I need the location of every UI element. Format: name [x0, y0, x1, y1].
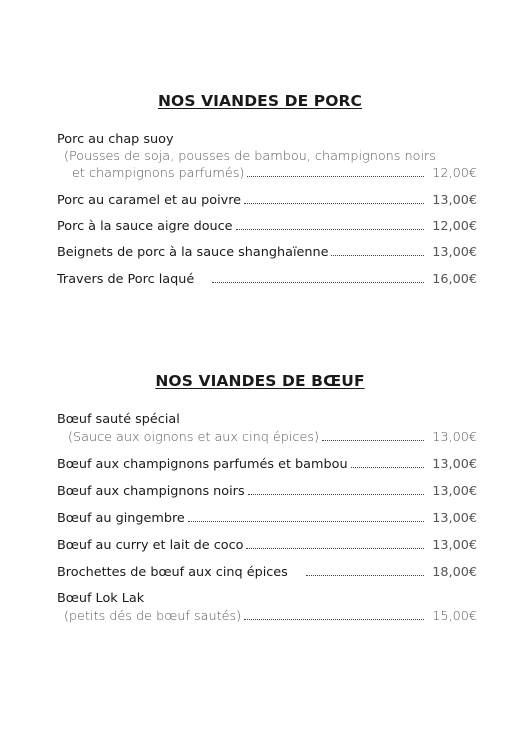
menu-item-boeuf-lok-lak [57, 590, 477, 608]
menu-item-detail-priced [68, 429, 477, 447]
menu-item-name: Bœuf au gingembre [57, 511, 185, 526]
dot-leader [244, 618, 424, 620]
menu-item-detail-text: (petits dés de bœuf sautés) [64, 609, 242, 624]
menu-item-name: Bœuf au curry et lait de coco [57, 538, 244, 553]
menu-item-price: 16,00€ [432, 272, 477, 287]
dot-leader [351, 466, 425, 468]
menu-item-boeuf-champignons-noirs [57, 483, 477, 501]
menu-item-name: Bœuf aux champignons parfumés et bambou [57, 457, 348, 472]
menu-item-porc-chap-suoy [57, 131, 477, 149]
menu-item-boeuf-curry [57, 537, 477, 555]
menu-item-detail [64, 148, 477, 166]
menu-item-name: Porc au chap suoy [57, 132, 174, 147]
dot-leader [236, 228, 425, 230]
menu-item-detail-text: (Pousses de soja, pousses de bambou, champignons noirs [64, 149, 436, 164]
dot-leader [212, 281, 424, 283]
menu-item-price: 13,00€ [432, 245, 477, 260]
section-title-boeuf-text: NOS VIANDES DE BŒUF [155, 372, 365, 390]
menu-item-name: Bœuf aux champignons noirs [57, 484, 245, 499]
menu-item-name: Porc au caramel et au poivre [57, 193, 242, 208]
menu-item-name: Beignets de porc à la sauce shanghaïenne [57, 245, 329, 260]
menu-item-detail-text: et champignons parfumés) [72, 166, 245, 181]
menu-item-boeuf-champignons-parfumes [57, 456, 477, 474]
menu-item-detail-text: (Sauce aux oignons et aux cinq épices) [68, 430, 320, 445]
menu-item-price: 12,00€ [432, 219, 477, 234]
menu-item-name: Bœuf sauté spécial [57, 412, 180, 427]
dot-leader [247, 175, 424, 177]
dot-leader [244, 202, 424, 204]
dot-leader [246, 547, 424, 549]
menu-item-detail-priced [72, 165, 477, 183]
menu-item-detail-priced [64, 608, 477, 626]
menu-item-brochettes-boeuf [57, 564, 477, 582]
menu-item-price: 12,00€ [432, 166, 477, 181]
dot-leader [331, 254, 424, 256]
menu-item-price: 13,00€ [432, 430, 477, 445]
dot-leader [322, 439, 424, 441]
menu-item-porc-aigre-douce [57, 218, 477, 236]
menu-item-price: 13,00€ [432, 193, 477, 208]
section-title-porc [0, 92, 520, 110]
menu-item-boeuf-gingembre [57, 510, 477, 528]
menu-item-name: Travers de Porc laqué [57, 272, 195, 287]
dot-leader [188, 520, 424, 522]
menu-item-porc-caramel [57, 192, 477, 210]
menu-item-price: 18,00€ [432, 565, 477, 580]
menu-item-boeuf-saute-special [57, 411, 477, 429]
menu-item-price: 13,00€ [432, 484, 477, 499]
menu-item-price: 15,00€ [432, 609, 477, 624]
menu-item-price: 13,00€ [432, 457, 477, 472]
section-title-porc-text: NOS VIANDES DE PORC [157, 92, 363, 110]
section-title-boeuf [0, 372, 520, 390]
dot-leader [248, 493, 425, 495]
menu-item-travers-porc [57, 271, 477, 289]
menu-item-name: Brochettes de bœuf aux cinq épices [57, 565, 288, 580]
menu-item-beignets-porc [57, 244, 477, 262]
menu-item-price: 13,00€ [432, 511, 477, 526]
menu-item-name: Bœuf Lok Lak [57, 591, 145, 606]
menu-item-price: 13,00€ [432, 538, 477, 553]
menu-item-name: Porc à la sauce aigre douce [57, 219, 233, 234]
dot-leader [306, 574, 424, 576]
